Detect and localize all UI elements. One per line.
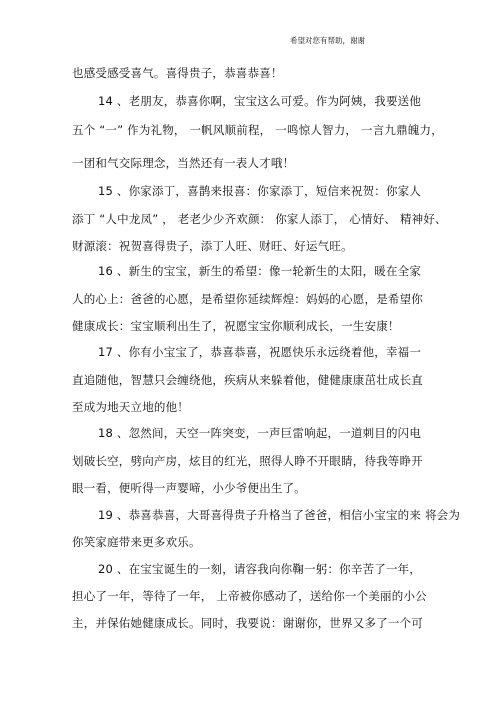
text-line: 16 、新生的宝宝，新生的希望：像一轮新生的太阳，暖在全家 xyxy=(98,264,422,278)
text-line: 直追随他，智慧只会缠绕他，疾病从来躲着他，健健康康茁壮成长直 xyxy=(72,373,423,387)
text-line: 眼一看，便听得一声婴啼，小少爷便出生了。 xyxy=(72,481,306,495)
text-line: 人的心上：爸爸的心愿，是希望你延续辉煌：妈妈的心愿，是希望你 xyxy=(72,292,423,306)
text-line: 14 、老朋友，恭喜你啊，宝宝这么可爱。作为阿姨，我要送他 xyxy=(98,94,422,108)
text-line: 健康成长：宝宝顺利出生了，祝愿宝宝你顺利成长，一生安康！ xyxy=(72,319,400,333)
header-text: 希望对您有帮助，谢谢 xyxy=(290,36,365,45)
text-line: 财源滚：祝贺喜得贵子，添丁人旺、财旺、好运气旺。 xyxy=(72,239,353,253)
text-line: 18 、忽然间，天空一阵突变，一声巨雷响起，一道刺目的闪电 xyxy=(98,426,422,440)
text-line: 划破长空，劈向产房，炫目的红光，照得人睁不开眼睛，待我等睁开 xyxy=(72,454,423,468)
text-line: 也感受感受喜气。喜得贵子，恭喜恭喜！ xyxy=(72,66,283,80)
text-line: 你笑家庭带来更多欢乐。 xyxy=(72,535,201,549)
text-line: 19 、恭喜恭喜，大哥喜得贵子升格当了爸爸，相信小宝宝的来 将会为 xyxy=(98,508,461,522)
text-line: 添丁 “人中龙凤” ， 老老少少齐欢颜： 你家人添丁， 心情好、 精神好、 xyxy=(72,212,447,226)
text-line: 17 、你有小宝宝了，恭喜恭喜，祝愿快乐永远绕着他，幸福一 xyxy=(98,345,422,359)
text-line: 至成为地天立地的他！ xyxy=(72,400,189,414)
text-line: 一团和气交际理念，当然还有一表人才哦！ xyxy=(72,156,295,170)
text-line: 20 、在宝宝诞生的一刻，请容我向你鞠一躬：你辛苦了一年， xyxy=(98,562,422,576)
text-line: 五个 “一” 作为礼物， 一帆风顺前程， 一鸣惊人智力， 一言九鼎魄力， xyxy=(72,123,443,137)
text-line: 主，并保佑她健康成长。同时，我要说：谢谢你，世界又多了一个可 xyxy=(72,616,423,630)
text-line: 担心了一年，等待了一年， 上帝被你感动了，送给你一个美丽的小公 xyxy=(72,589,427,603)
text-line: 15 、你家添丁，喜鹊来报喜：你家添丁，短信来祝贺：你家人 xyxy=(98,184,422,198)
